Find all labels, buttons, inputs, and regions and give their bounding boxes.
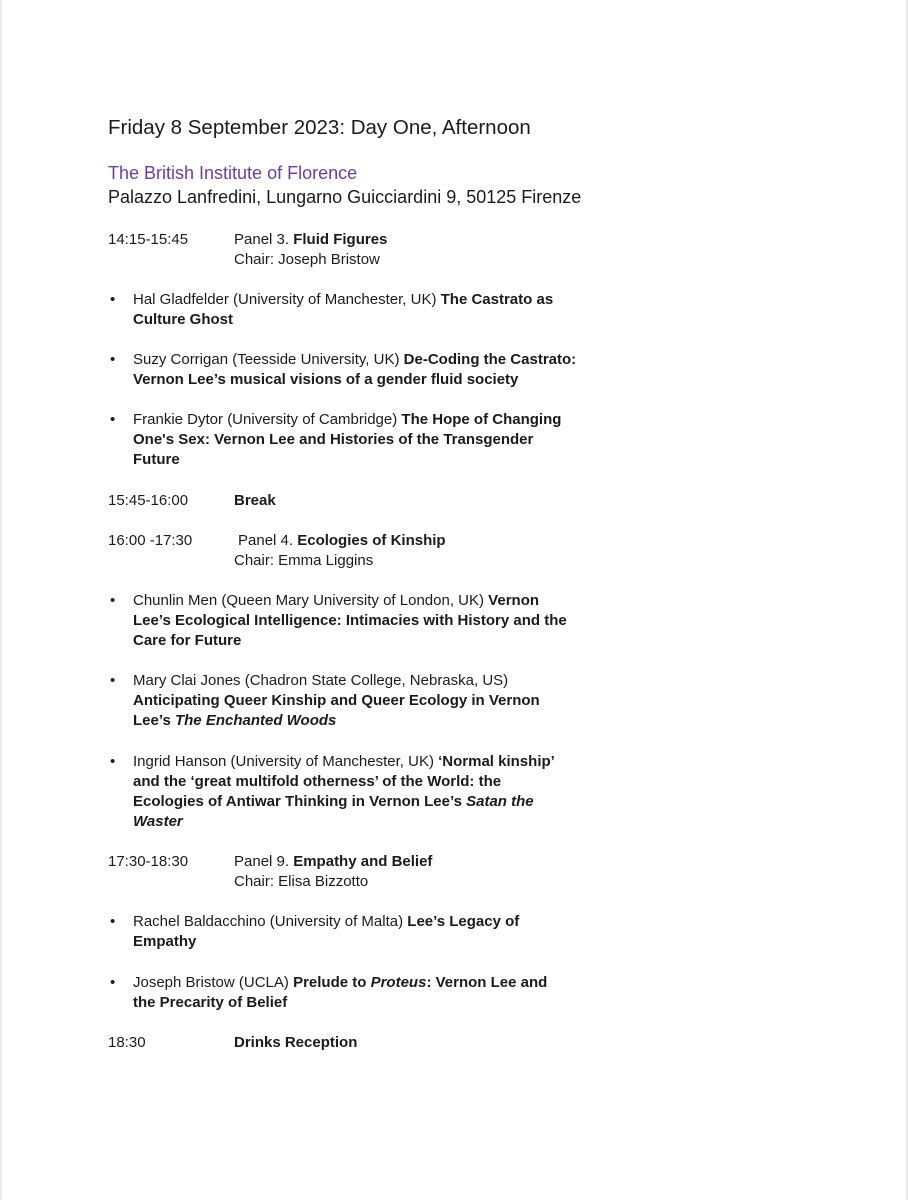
session-time: 16:00 -17:30 (108, 532, 193, 549)
session-time: 18:30 (108, 1034, 146, 1051)
paper-title-cont: Future (133, 451, 180, 468)
paper-title-cont: : Vernon Lee and (426, 974, 548, 991)
session-time: 15:45-16:00 (108, 492, 189, 509)
paper-title-cont: Lee’s (133, 712, 171, 729)
paper-title-cont: Ecologies of Antiwar Thinking in Vernon Lee’s (133, 793, 462, 810)
panel-heading: Panel 9. Empathy and Belief (234, 853, 433, 870)
panel-chair: Chair: Joseph Bristow (234, 251, 380, 268)
paper-title-cont: Culture Ghost (133, 311, 233, 328)
panel-title: Fluid Figures (293, 231, 388, 248)
paper-title: The Castrato as (440, 291, 554, 308)
paper-author: Suzy Corrigan (Teesside University, UK) (133, 351, 400, 368)
bullet: • (110, 291, 116, 308)
panel-heading: Panel 4. Ecologies of Kinship (238, 532, 446, 549)
paper-title-italic: Proteus (370, 974, 427, 991)
session-time: 14:15-15:45 (108, 231, 189, 248)
paper-title: Vernon (488, 592, 540, 609)
paper-author: Ingrid Hanson (University of Manchester, UK) (133, 753, 434, 770)
bullet: • (110, 913, 116, 930)
paper-title-cont: Lee’s Ecological Intelligence: Intimacies with History and the (133, 612, 567, 629)
paper-title-cont: Empathy (133, 933, 197, 950)
paper-title: Prelude to (293, 974, 367, 991)
bullet: • (110, 753, 116, 770)
paper-title-italic: The Enchanted Woods (174, 712, 337, 729)
paper-title-cont: Vernon Lee’s musical visions of a gender fluid society (133, 371, 519, 388)
paper-author: Chunlin Men (Queen Mary University of London, UK) (133, 592, 484, 609)
panel-chair: Chair: Emma Liggins (234, 552, 374, 569)
venue-address: Palazzo Lanfredini, Lungarno Guicciardini 9, 50125 Firenze (108, 187, 582, 207)
paper-author: Frankie Dytor (University of Cambridge) (133, 411, 398, 428)
paper-title-cont: Care for Future (133, 632, 242, 649)
session-time: 17:30-18:30 (108, 853, 189, 870)
bullet: • (110, 411, 116, 428)
paper-author: Joseph Bristow (UCLA) (133, 974, 289, 991)
paper-author: Rachel Baldacchino (University of Malta) (133, 913, 404, 930)
break-label: Break (234, 492, 276, 509)
panel-chair: Chair: Elisa Bizzotto (234, 873, 369, 890)
paper-title-cont: One's Sex: Vernon Lee and Histories of the Transgender (133, 431, 534, 448)
bullet: • (110, 351, 116, 368)
paper-title-cont: and the ‘great multifold otherness’ of the World: the (133, 773, 502, 790)
paper-title-italic: Satan the (466, 793, 534, 810)
drinks-label: Drinks Reception (234, 1034, 358, 1051)
panel-title: Ecologies of Kinship (297, 532, 446, 549)
bullet: • (110, 974, 116, 991)
paper-title-italic: Waster (133, 813, 183, 830)
venue-name: The British Institute of Florence (108, 163, 358, 183)
paper-title-cont: the Precarity of Belief (133, 994, 288, 1011)
paper-title: The Hope of Changing (401, 411, 562, 428)
paper-title: De-Coding the Castrato: (403, 351, 577, 368)
paper-title: Lee’s Legacy of (407, 913, 520, 930)
panel-heading: Panel 3. Fluid Figures (234, 231, 388, 248)
paper-author: Mary Clai Jones (Chadron State College, Nebraska, US) (133, 672, 509, 689)
bullet: • (110, 592, 116, 609)
paper-author: Hal Gladfelder (University of Manchester, UK) (133, 291, 437, 308)
panel-title: Empathy and Belief (293, 853, 433, 870)
paper-title: ‘Normal kinship’ (438, 753, 555, 770)
page-title: Friday 8 September 2023: Day One, Afternoon (108, 116, 531, 139)
bullet: • (110, 672, 116, 689)
paper-title: Anticipating Queer Kinship and Queer Ecology in Vernon (133, 692, 540, 709)
